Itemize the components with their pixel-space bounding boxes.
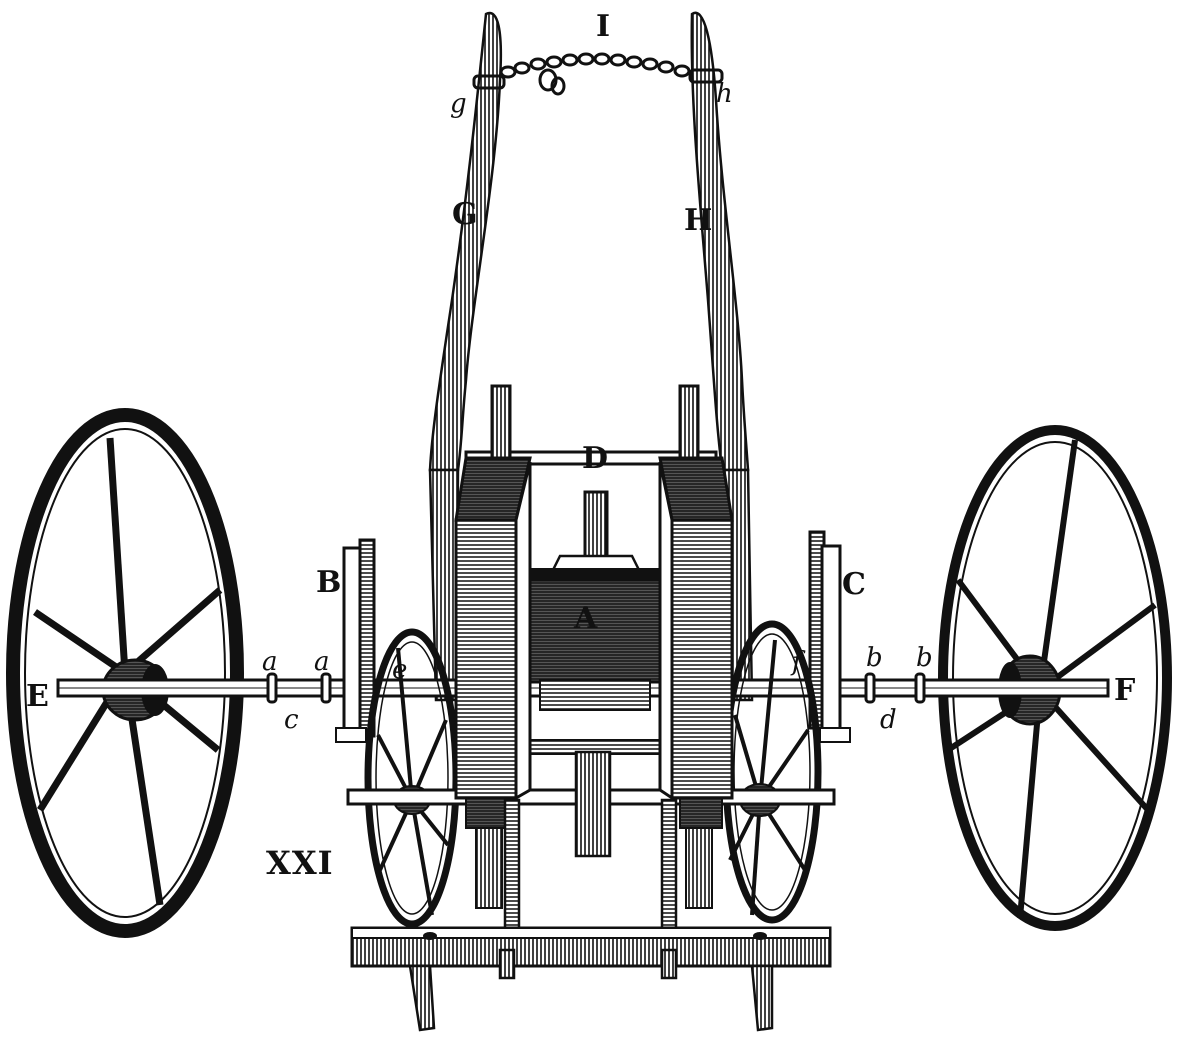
left-small-wheel xyxy=(368,632,456,924)
plate-number: XXI xyxy=(266,844,334,882)
label-a-2: a xyxy=(314,647,330,677)
label-G: G xyxy=(452,197,478,232)
label-B: B xyxy=(316,565,342,600)
label-f: f xyxy=(792,647,802,677)
label-g: g xyxy=(450,89,467,119)
label-e: e xyxy=(392,655,408,685)
side-board-B xyxy=(336,540,374,742)
left-big-wheel-E xyxy=(13,415,237,931)
bottom-beam xyxy=(352,928,830,966)
label-d: d xyxy=(880,705,897,735)
label-b-1: b xyxy=(866,643,883,673)
chain-I xyxy=(474,54,722,94)
label-F: F xyxy=(1114,673,1136,708)
label-H: H xyxy=(684,203,713,238)
label-C: C xyxy=(842,567,866,602)
label-I: I xyxy=(596,9,611,44)
label-b-2: b xyxy=(916,643,933,673)
label-a-1: a xyxy=(262,647,278,677)
right-small-wheel xyxy=(726,624,818,920)
label-h: h xyxy=(716,79,733,109)
label-E: E xyxy=(26,679,49,714)
label-A: A xyxy=(574,601,598,636)
label-D: D xyxy=(582,441,609,476)
label-c: c xyxy=(284,705,299,735)
